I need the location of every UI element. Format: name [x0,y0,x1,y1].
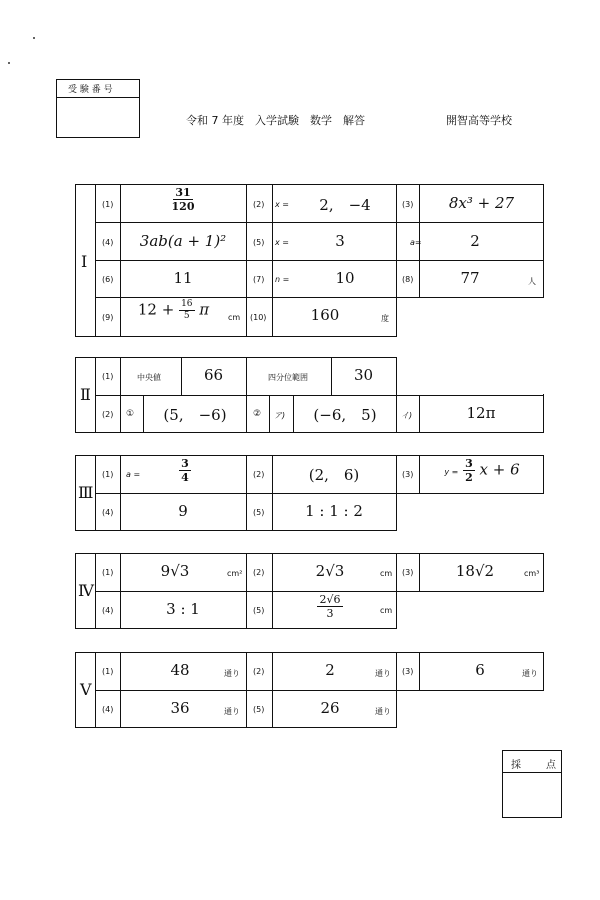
q1-9-frac-num: 16 [181,299,193,309]
q2-2-i-answer[interactable]: 12π [466,404,496,422]
q1-4-answer[interactable]: 3ab(a + 1)² [139,232,227,250]
q4-1-answer[interactable]: 9√3 [160,562,190,580]
exam-number-label: 受 験 番 号 [68,85,113,95]
q1-8-number: (8) [402,275,414,284]
q1-6-answer[interactable]: 11 [173,269,193,287]
q1-5-var-x: x = [275,238,289,247]
q2-1-median-label: 中央値 [137,373,161,382]
scan-dot [33,37,35,39]
q3-4-answer[interactable]: 9 [178,502,188,520]
q2-2-a-answer[interactable]: (−6, 5) [313,406,377,424]
q1-3-answer[interactable]: 8x³ + 27 [448,194,515,212]
q1-8-answer[interactable]: 77 [460,269,480,287]
q5-5-unit: 通り [375,707,391,716]
q2-2-a-label: ア) [274,411,286,420]
q2-2-circle-2: ② [253,409,262,419]
q5-1-number: (1) [102,667,114,676]
q1-5-var-a: a= [410,238,422,247]
q1-2-number: (2) [253,200,265,209]
q3-1-frac-den: 4 [181,471,189,484]
q4-4-number: (4) [102,606,114,615]
q3-3-var: y = [444,467,459,477]
q5-3-unit: 通り [522,669,538,678]
section-1-roman: Ⅰ [81,252,88,271]
q2-2-i-label: イ) [401,411,413,420]
q4-5-unit: cm [380,606,393,615]
q5-3-number: (3) [402,667,414,676]
score-input[interactable] [504,774,560,816]
q3-2-answer[interactable]: (2, 6) [308,466,360,484]
q1-9-unit: cm [228,313,241,322]
q5-1-unit: 通り [224,669,240,678]
q3-3-answer-post: x + 6 [479,460,520,479]
q1-8-unit: 人 [528,277,536,286]
q1-2-var: x = [275,200,289,209]
score-label-left: 採 [511,760,521,771]
q1-3-number: (3) [402,200,414,209]
q1-10-answer[interactable]: 160 [310,306,340,324]
q3-3-number: (3) [402,470,414,479]
q1-9-frac-den: 5 [183,311,190,321]
section-4-roman: Ⅳ [78,581,94,600]
q5-4-unit: 通り [224,707,240,716]
q5-2-unit: 通り [375,669,391,678]
q3-3-frac-num: 3 [465,457,473,470]
q1-7-var: n = [275,275,290,284]
q5-3-answer[interactable]: 6 [475,661,485,679]
section-5-roman: Ⅴ [80,680,92,699]
q1-1-answer[interactable] [121,187,245,212]
section-3-roman: Ⅲ [78,483,94,502]
q4-2-answer[interactable]: 2√3 [315,562,345,580]
exam-number-divider [56,97,140,98]
q5-4-number: (4) [102,705,114,714]
q1-9-answer[interactable] [121,300,226,321]
q5-2-answer[interactable]: 2 [325,661,335,679]
q1-7-number: (7) [253,275,265,284]
q3-5-answer[interactable]: 1 : 1 : 2 [305,502,363,520]
q5-5-number: (5) [253,705,265,714]
score-label-right: 点 [546,760,556,771]
q1-2-answer[interactable]: 2, −4 [319,196,371,214]
q4-3-number: (3) [402,568,414,577]
q4-5-answer[interactable] [295,594,365,619]
q3-1-answer[interactable] [160,458,210,483]
q3-1-number: (1) [102,470,114,479]
q4-2-number: (2) [253,568,265,577]
q1-9-answer-pre: 12 + [137,300,175,319]
q3-3-answer[interactable] [422,458,542,483]
q4-3-unit: cm³ [524,569,540,578]
q4-5-number: (5) [253,606,265,615]
q1-5-number: (5) [253,238,265,247]
q2-2-number: (2) [102,410,114,419]
q2-1-number: (1) [102,372,114,381]
q1-5-answer-x[interactable]: 3 [335,232,345,250]
q1-10-unit: 度 [381,314,389,323]
q2-2-c1-answer[interactable]: (5, −6) [163,406,227,424]
q5-5-answer[interactable]: 26 [320,699,340,717]
q4-3-answer[interactable]: 18√2 [455,562,495,580]
q3-2-number: (2) [253,470,265,479]
q5-2-number: (2) [253,667,265,676]
q4-1-number: (1) [102,568,114,577]
school-name: 開智高等学校 [446,114,512,127]
q1-6-number: (6) [102,275,114,284]
q5-1-answer[interactable]: 48 [170,661,190,679]
q1-1-denominator: 120 [171,200,195,213]
q4-5-frac-num: 2√6 [319,593,341,606]
q2-1-median-answer[interactable]: 66 [203,366,224,384]
scan-dot [8,62,10,64]
q3-1-var: a = [126,470,141,479]
q3-5-number: (5) [253,508,265,517]
q4-1-unit: cm² [227,569,243,578]
q2-1-iqr-label: 四分位範囲 [268,373,308,382]
q4-2-unit: cm [380,569,393,578]
q4-5-frac-den: 3 [326,607,334,620]
page-title: 令和 7 年度 入学試験 数学 解答 [186,114,365,127]
q1-9-number: (9) [102,313,114,322]
q3-3-frac-den: 2 [465,471,473,484]
q1-1-numerator: 31 [175,186,191,199]
section-2-roman: Ⅱ [80,385,91,404]
q2-1-iqr-answer[interactable]: 30 [353,366,374,384]
q5-4-answer[interactable]: 36 [170,699,190,717]
q3-1-frac-num: 3 [181,457,189,470]
q1-10-number: (10) [250,313,267,322]
q2-2-circle-1: ① [126,409,135,419]
q1-1-number: (1) [102,200,114,209]
q1-4-number: (4) [102,238,114,247]
exam-number-input[interactable] [58,99,138,136]
q1-9-answer-post: π [199,300,210,319]
q1-7-answer[interactable]: 10 [335,269,355,287]
score-box-divider [502,772,562,773]
q3-4-number: (4) [102,508,114,517]
q1-5-answer-a[interactable]: 2 [470,232,480,250]
q4-4-answer[interactable]: 3 : 1 [166,600,200,618]
